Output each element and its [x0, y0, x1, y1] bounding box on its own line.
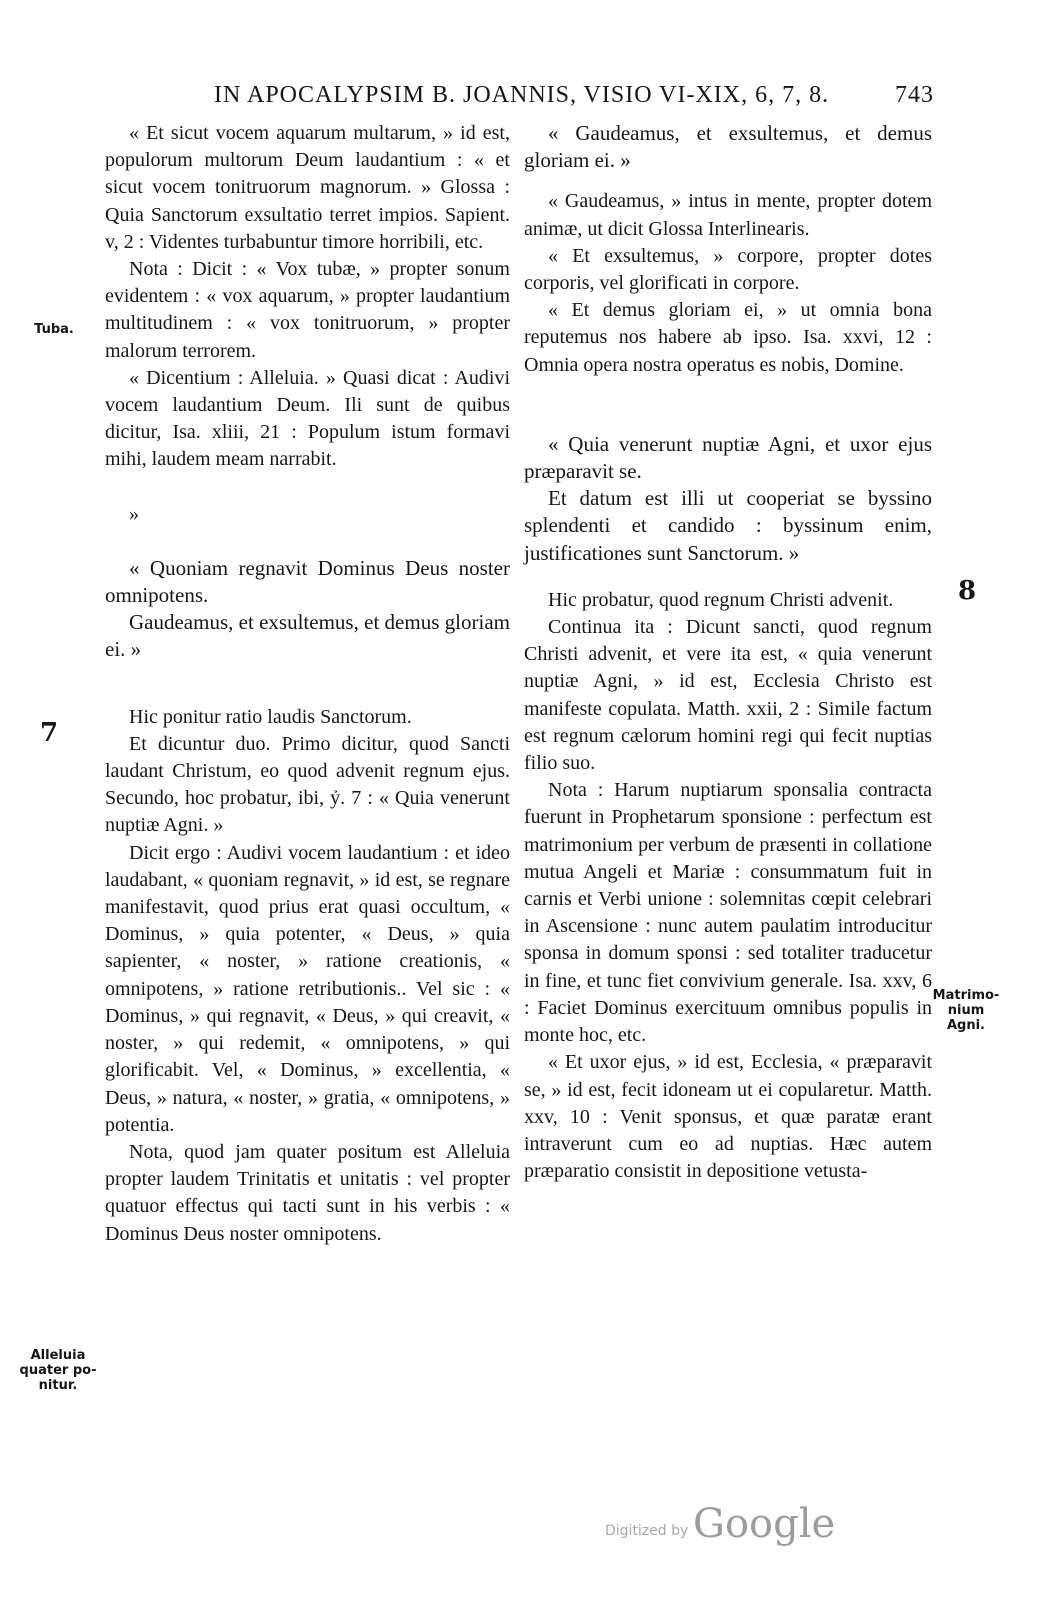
margin-note-alleluia [18, 1348, 98, 1393]
paragraph: Nota : Dicit : « Vox tubæ, » propter sonum evidentem : « vox aquarum, » propter laudantium multitudinem : « vox tonitruorum, » propter malorum terrorem. [105, 258, 510, 362]
paragraph: « Et sicut vocem aquarum multarum, » id est, populorum multorum Deum laudantium : « et sicut vocem tonitruorum magnorum. » Glossa : Quia Sanctorum exsultatio terret impios. Sapient. v, 2 : Videntes turbabuntur timore horribili, etc. [105, 122, 510, 253]
spacer [105, 528, 510, 555]
paragraph: Et dicuntur duo. Primo dicitur, quod Sancti laudant Christum, eo quod advenit regnum ejus. Secundo, hoc probatur, ibi, ỷ. 7 : « Quia venerunt nuptiæ Agni. » [105, 732, 510, 837]
spacer [105, 474, 510, 501]
verse-text: « Quoniam regnavit Dominus Deus noster omnipotens. [105, 555, 510, 608]
running-title: IN APOCALYPSIM B. JOANNIS, VISIO VI-XIX, 6, 7, 8. [214, 82, 830, 108]
digitized-label: Digitized by [605, 1523, 689, 1539]
margin-note-line: Alleluia [30, 1348, 86, 1363]
margin-note-line: Matrimo- [932, 988, 1000, 1003]
right-column [524, 120, 932, 1185]
spacer [524, 379, 932, 431]
paragraph: « Et demus gloriam ei, » ut omnia bona reputemus nos habere ab ipso. Isa. xxvi, 12 : Omnia opera nostra operatus es nobis, Domine. [524, 299, 932, 376]
paragraph: Continua ita : Dicunt sancti, quod regnum Christi advenit, et vere ita est, « quia venerunt nuptiæ Agni, » id est, Ecclesia Christo est manifeste copulata. Matth. xxii, 2 : Simile factum est regnum cælorum homini regi qui fecit nuptias filio suo. [524, 616, 932, 775]
margin-note-line: nium [947, 1003, 985, 1018]
margin-note-line: Agni. [946, 1018, 986, 1033]
spacer [105, 664, 510, 704]
verse-text: « Gaudeamus, et exsultemus, et demus gloriam ei. » [524, 121, 932, 173]
google-logo: Google [693, 1501, 836, 1547]
page-header [214, 82, 934, 112]
margin-note-tuba: Tuba. [34, 322, 74, 337]
paragraph: « Gaudeamus, » intus in mente, propter dotem animæ, ut dicit Glossa Interlinearis. [524, 190, 932, 240]
margin-note-line: nitur. [38, 1378, 78, 1393]
spacer [524, 174, 932, 188]
paragraph: « Et exsultemus, » corpore, propter dotes corporis, vel glorificati in corpore. [524, 244, 932, 295]
spacer [524, 567, 932, 587]
paragraph: Hic probatur, quod regnum Christi advenit. [548, 588, 894, 611]
verse-number-7: 7 [40, 718, 59, 748]
verse-text: Et datum est illi ut cooperiat se byssino splendenti et candido : byssinum enim, justificationes sunt Sanctorum. » [524, 486, 932, 565]
paragraph: « Dicentium : Alleluia. » Quasi dicat : Audivi vocem laudantium Deum. Ili sunt de quibus dicitur, Isa. xliii, 21 : Populum istum formavi mihi, laudem meam narrabit. [105, 366, 510, 471]
digitized-watermark [605, 1501, 845, 1555]
paragraph: Hic ponitur ratio laudis Sanctorum. [129, 705, 412, 728]
margin-note-line: quater po- [19, 1363, 97, 1378]
left-column [105, 120, 510, 1248]
paragraph: Dicit ergo : Audivi vocem laudantium : et ideo laudabant, « quoniam regnavit, » id est, se regnare manifestavit, quod prius erat quasi occultum, « Dominus, » quia potenter, « Deus, » quia sapienter, « noster, » ratione creationis, « omnipotens, » ratione retributionis.. Vel sic : « Dominus, » qui regnavit, « Deus, » qui creavit, « noster, » qui redemit, « omnipotens, » qui glorificabit. Vel, « Dominus, » excellentia, « Deus, » natura, « noster, » gratia, « omnipotens, » potentia. [105, 841, 510, 1136]
paragraph: » [129, 502, 139, 525]
verse-number-8: 8 [958, 576, 977, 606]
margin-note-matrimonium [928, 988, 1004, 1033]
verse-text: Gaudeamus, et exsultemus, et demus gloriam ei. » [105, 610, 510, 662]
verse-text: « Quia venerunt nuptiæ Agni, et uxor ejus præparavit se. [524, 431, 932, 484]
page-number: 743 [895, 82, 934, 108]
paragraph: Nota, quod jam quater positum est Alleluia propter laudem Trinitatis et unitatis : vel propter quatuor effectus qui tacti sunt in his verbis : « Dominus Deus noster omnipotens. [105, 1140, 510, 1245]
paragraph: « Et uxor ejus, » id est, Ecclesia, « præparavit se, » id est, fecit idoneam ut ei copularetur. Matth. xxv, 10 : Venit sponsus, et quæ paratæ erant intraverunt cum eo ad nuptias. Hæc autem præparatio consistit in depositione vetusta- [524, 1051, 932, 1183]
paragraph: Nota : Harum nuptiarum sponsalia contracta fuerunt in Prophetarum sponsione : perfectum est matrimonium per verbum de præsenti in collatione mutua Angeli et Mariæ : consummatum fuit in carnis et Verbi unione : solemnitas cœpit celebrari in Ascensione : nunc autem paulatim introducitur sponsa in domum sponsi : sed totaliter traducetur in fine, et tunc fiet convivium generale. Isa. xxv, 6 : Faciet Dominus exercituum omnibus populis in monte hoc, etc. [524, 779, 932, 1047]
